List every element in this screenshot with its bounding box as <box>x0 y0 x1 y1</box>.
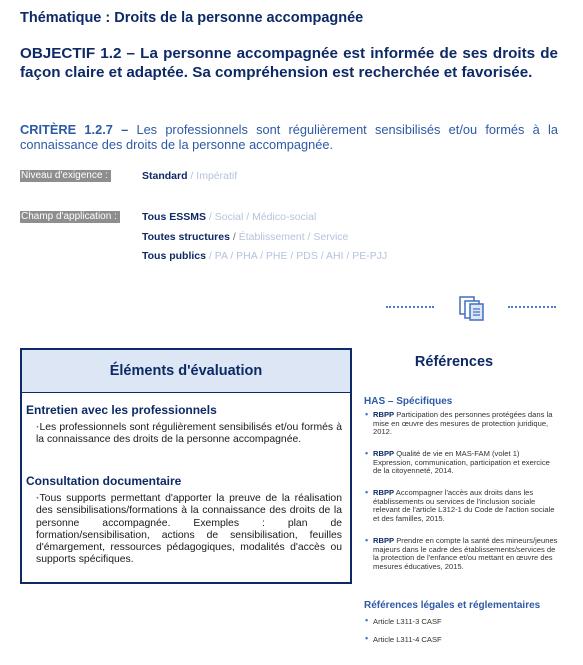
evaluation-box <box>20 348 352 584</box>
thematique-title: Thématique : Droits de la personne accompagnée <box>20 10 364 26</box>
legal-item: Article L311-4 CASF <box>373 635 442 644</box>
champ-selected: Toutes structures <box>142 231 230 243</box>
section-text-entretien: · Les professionnels sont régulièrement sensibilisés et/ou formés à la connaissance des droits de la personne accompagnée. <box>36 422 342 447</box>
champ-selected: Tous ESSMS <box>142 211 206 223</box>
critere-text <box>20 122 558 152</box>
bullet: • <box>365 487 369 497</box>
champ-line-2 <box>142 231 348 244</box>
evaluation-title: Éléments d'évaluation <box>22 350 350 393</box>
champ-line-3 <box>142 250 387 263</box>
champ-rest: Établissement / Service <box>238 231 349 243</box>
objectif-heading: OBJECTIF 1.2 – La personne accompagnée est informée de ses droits de façon claire et adaptée. Sa compréhension est recherchée et favorisée. <box>20 45 558 81</box>
reference-item <box>373 489 559 523</box>
niveau-separator: / <box>187 170 197 182</box>
section-title-documentaire: Consultation documentaire <box>26 474 182 488</box>
champ-sep: / <box>229 231 239 243</box>
section-title-entretien: Entretien avec les professionnels <box>26 403 217 417</box>
reference-text: Prendre en compte la santé des mineurs/jeunes majeurs dans le cadre des établissements/services de la protection de l'enfance et/ou mettant en œuvre des mesures éducatives, 2015. <box>373 536 558 571</box>
critere-label: CRITÈRE 1.2.7 – <box>20 122 129 137</box>
section-text-documentaire: · Tous supports permettant d'apporter la preuve de la réalisation des sensibilisations/formations à la connaissance des droits de la personne accompagnée. Exemples : plan de formation/sensibilisation, actions de sensibilisation, feuilles d'émargement, ressources pédagogiques, modalités d'accès ou supports spécifiques. <box>36 493 342 567</box>
reference-item <box>373 411 559 437</box>
bullet: • <box>365 448 369 458</box>
champ-sep: / <box>205 250 215 262</box>
champ-label: Champ d'application : <box>20 211 120 223</box>
niveau-other: Impératif <box>196 170 238 182</box>
champ-line-1 <box>142 211 316 224</box>
reference-text: Qualité de vie en MAS-FAM (volet 1) Expression, communication, participation et exercice de la citoyenneté, 2014. <box>373 449 550 476</box>
has-heading: HAS – Spécifiques <box>364 396 453 407</box>
bullet: • <box>365 409 369 419</box>
dotted-divider-right <box>508 306 556 308</box>
champ-sep: / <box>205 211 215 223</box>
bullet: • <box>365 633 369 643</box>
niveau-label: Niveau d'exigence : <box>20 170 111 182</box>
legal-heading: Références légales et réglementaires <box>364 600 541 611</box>
reference-item <box>373 537 559 571</box>
niveau-selected: Standard <box>142 170 188 182</box>
reference-tag: RBPP <box>373 410 395 419</box>
bullet: • <box>365 535 369 545</box>
niveau-values <box>142 170 237 183</box>
reference-text: Accompagner l'accès aux droits dans les établissements ou services de l'inclusion sociale relevant de l'article L312-1 du Code de l'action sociale et des familles, 2015. <box>373 488 555 523</box>
critere-description: Les professionnels sont régulièrement sensibilisés et/ou formés à la connaissance des droits de la personne accompagnée. <box>20 122 558 152</box>
reference-item <box>373 450 559 476</box>
reference-text: Participation des personnes protégées dans la mise en œuvre des mesures de protection juridique, 2012. <box>373 410 553 437</box>
champ-selected: Tous publics <box>142 250 206 262</box>
reference-tag: RBPP <box>373 488 395 497</box>
bullet: • <box>365 615 369 625</box>
legal-item: Article L311-3 CASF <box>373 617 442 626</box>
reference-tag: RBPP <box>373 536 395 545</box>
reference-tag: RBPP <box>373 449 395 458</box>
champ-rest: Social / Médico-social <box>214 211 317 223</box>
champ-rest: PA / PHA / PHE / PDS / AHI / PE-PJJ <box>214 250 388 262</box>
documents-icon <box>458 295 486 321</box>
references-title: Références <box>414 354 494 370</box>
dotted-divider-left <box>386 306 434 308</box>
